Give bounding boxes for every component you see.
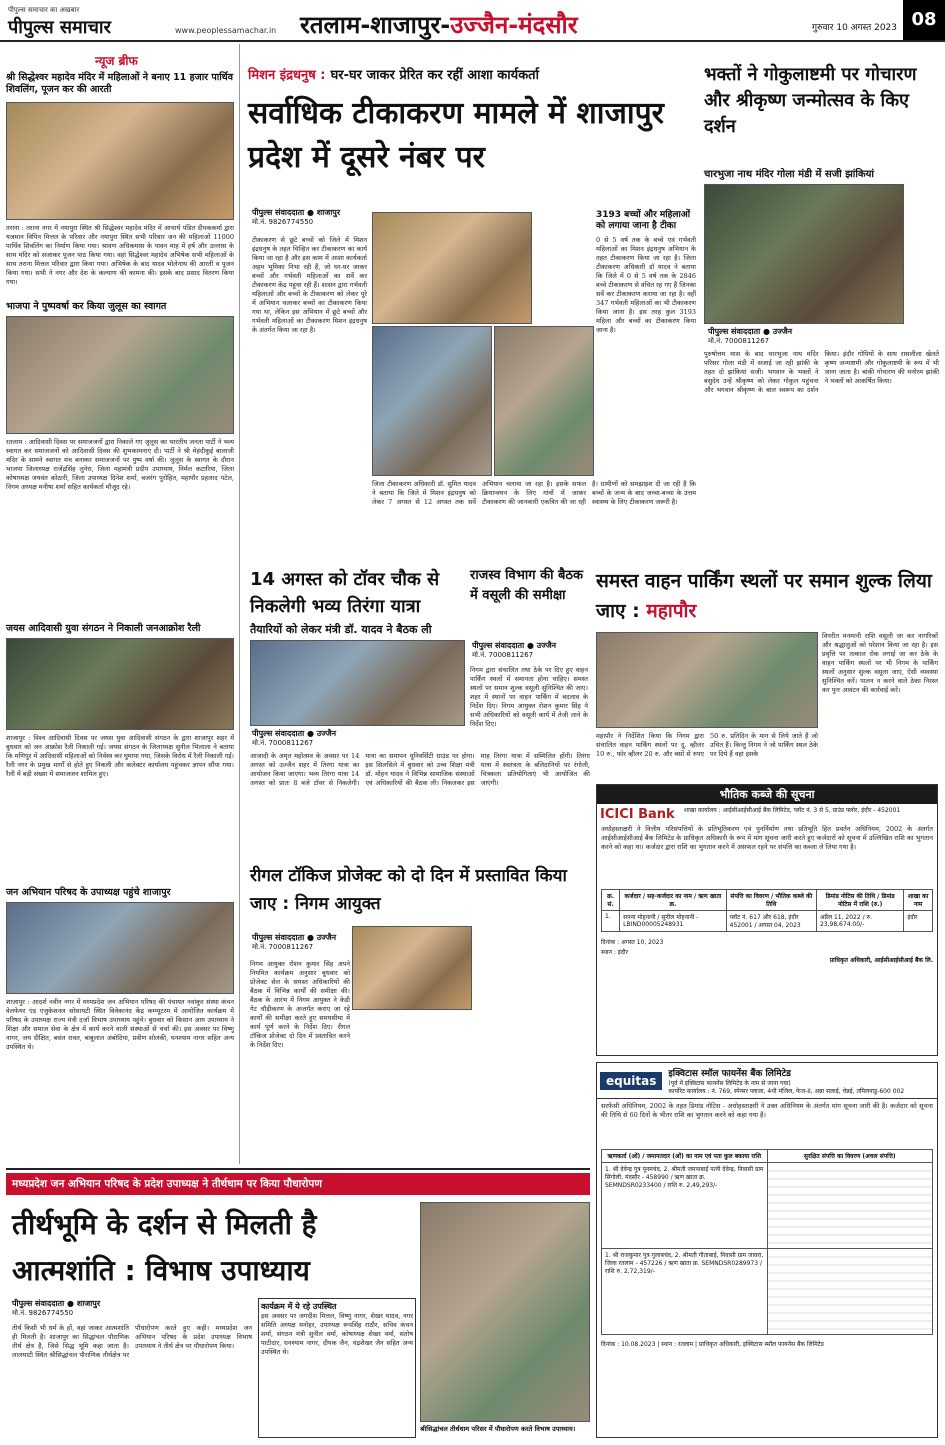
photo-vaccination-1: [372, 326, 492, 476]
icici-col-header: क्र. सं.: [602, 890, 620, 911]
rajasv-byline: पीपुल्स संवाददाता ● उज्जैन मो.नं. 7000811267: [472, 641, 557, 659]
left-column: [0, 44, 240, 1164]
bottom-byline: पीपुल्स संवाददाता ● शाजापुर मो.नं. 9826774550: [12, 1299, 101, 1317]
tiranga-byline: पीपुल्स संवाददाता ● उज्जैन मो.नं. 7000811267: [252, 729, 337, 747]
equitas-col-header: ऋणकर्ता (ओं) / जमानतदार (ओं) का नाम एवं पता कुल बकाया राशि: [602, 1150, 768, 1163]
icici-branch: शाखा कार्यालय : आईसीआईसीआई बैंक लिमिटेड, प्लॉट नं. 3 से 5, ग्राउंड फ्लोर, इंदौर - 452001: [684, 807, 901, 814]
bottom-attendees-box: [258, 1298, 416, 1438]
rajasv-byline-name: पीपुल्स संवाददाता: [472, 641, 525, 650]
lead-kicker: [248, 64, 696, 83]
bottom-byline-name: पीपुल्स संवाददाता: [12, 1299, 65, 1308]
equitas-logo: equitas: [600, 1072, 662, 1090]
attendees-body: इस अवसर पर जगदीश मित्तल, विष्णु नागर, शेखर यादव, नगर समिति अध्यक्ष मनोहर, उपाध्यक्ष रूपसिंह राठौर, सचिव कंचन शर्मा, संगठन मंत्री सुनील वर्मा, कोषाध्यक्ष शेखर वर्मा, संतोष पाटीदार, धनश्याम नागर, दीपक जैन, चंद्रशेखर जैन सहित अन्य उपस्थित थे।: [261, 1312, 413, 1356]
brief-body-4: शाजापुर : आदर्श नवीन नगर में मध्यप्रदेश जन अभियान परिषद की पंचायत नवांकुर संस्था कंचन वेलफेयर एंड एजुकेशनल सोसायटी स्थित विवेकानंद केंद्र कम्प्यूटरम में आयोजित कार्यक्रम में परिषद के उपाध्यक्ष राज्य मंत्री दर्जा विभाष उपाध्याय पहुंचे। बुधवार को किसान आय उपाध्याय ने शिक्षा और समाज सेवा के क्षेत्र में कार्य करने वाली संस्थाओं से चर्चा की। इस अवसर पर विष्णु नागर, जय दीक्षित, बसंत रावत, बाबूलाल अंबोदिया, प्रवीण सोलंकी, घनश्याम नागर सहित अन्य उपस्थित थे।: [6, 998, 234, 1051]
icici-cell: अप्रैल 11, 2022 / रु. 23,98,674.00/-: [816, 911, 903, 932]
krishna-byline-mobile: मो.नं. 7000811267: [708, 337, 770, 345]
parking-headline-black: समस्त वाहन पार्किंग स्थलों पर समान शुल्क लिया जाए :: [596, 570, 932, 622]
bottom-headline: तीर्थभूमि के दर्शन से मिलती है आत्मशांति : विभाष उपाध्याय: [12, 1208, 317, 1287]
lead-body-1: टीकाकरण से छूटे बच्चों को जिले में मिशन इंद्रधनुष के तहत चिन्हित कर टीकाकरण का कार्य किया जा रहा है और इस काम में आशा कार्यकर्ता अहम भूमिका निभा रही हैं, जो घर-घर जाकर बच्चों और गर्भवती महिलाओं का सर्वे कर टीकाकरण केंद्र पहुंचा रही हैं। शासन द्वारा गर्भवती महिलाओं और बच्चों के टीकाकरण को लेकर पूरे में अभियान चलाकर बच्चों का टीकाकरण किया गया था, लेकिन इस अभियान में छूटे बच्चों और गर्भवती महिलाओं का टीकाकरण मिशन इंद्रधनुष के अंतर्गत किया जा रहा है।: [252, 236, 367, 334]
equitas-footer: दिनांक : 10.08.2023 | स्थान : रतलाम | प्राधिकृत अधिकारी, इक्विटास स्मॉल फायनेंस बैंक लिमिटेड: [601, 1341, 824, 1348]
photo-shivling: [6, 102, 234, 220]
bottom-banner: मध्यप्रदेश जन अभियान परिषद के प्रदेश उपाध्यक्ष ने तीर्थधाम पर किया पौधारोपण: [6, 1173, 590, 1195]
icici-col-header: संपत्ति का विवरण / भौतिक कब्जे की तिथि: [726, 890, 816, 911]
brief-headline-1: श्री सिद्धेश्वर महादेव मंदिर में महिलाओं ने बनाए 11 हजार पार्थिव शिवलिंग, पूजन कर की आरती: [6, 72, 234, 95]
equitas-title: इक्विटास स्मॉल फायनेंस बैंक लिमिटेड: [668, 1069, 791, 1079]
lead-byline-mobile: मो.नं. 9826774550: [252, 218, 314, 226]
bottom-byline-mobile: मो.नं. 9826774550: [12, 1309, 74, 1317]
parking-caption: महापौर ने निर्देशित किया कि निगम द्वारा संचालित वाहन पार्किंग स्थलों पर दू. व्हीलर 10 रु., फोर व्हीलर 20 रु. और बसों से रुपए 50 रु. प्रतिदिन के मान से लिये जाते हैं जो उचित हैं। किन्तु निगम ने जो पार्किंग स्थल ठेके पर दिये हैं वहां इसके: [596, 732, 818, 758]
krishna-body: पुरुषोत्तम मास के बाद चारभुजा नाथ मंदिर परिसर गोला मंडी में सजाई जा रही झांकी के तहत दो झांकियां सजी। भगवान के भक्तों ने बसुदेव उन्हें श्रीकृष्ण को लेकर गोकुल पहुंचना और भगवान श्रीकृष्ण के बाल स्वरूप का दर्शन किया। इंदौर गोपियों के साथ रासलीला खेलते कृष्ण जन्माष्टमी और गोकुलाष्टमी के रूप में भी जाना जाता है। बांकी गोचारण की मनोरम झांकी ने भक्तों को आकर्षित किया।: [704, 350, 939, 394]
equitas-col-header: सुरक्षित संपत्ति का विवरण (अचल संपत्ति): [767, 1150, 933, 1163]
page-title: [300, 8, 578, 41]
regal-byline-name: पीपुल्स संवाददाता: [252, 933, 305, 942]
equitas-cell: 1. श्री राजकुमार पुत्र गुलाबचंद, 2. श्रीमती गीताबाई, निवासी ग्राम जावरा, जिला रतलाम - 457226 / ऋण खाता क्र. SEMNDSR0289973 / राशि रु. 2,72,319/-: [602, 1249, 768, 1335]
tiranga-byline-place: उज्जैन: [316, 729, 337, 738]
tiranga-byline-name: पीपुल्स संवाददाता: [252, 729, 305, 738]
icici-cell: 1.: [602, 911, 620, 932]
brief-headline-3: जयस आदिवासी युवा संगठन ने निकाली जनआक्रोश रैली: [6, 623, 201, 634]
tiranga-body: आजादी के अमृत महोत्सव के अवसर पर 14 अगस्त को उज्जैन शहर में तिरंगा यात्रा का आयोजन किया जाएगा। भव्य तिरंगा यात्रा 14 अगस्त को प्रातः 8 बजे टॉवर से निकलेगी। यात्रा का समापन यूनिवर्सिटी ग्राउंड पर होगा। इस सिलसिले में बुधवार को उच्च शिक्षा मंत्री डॉ. मोहन यादव ने विभिन्न सामाजिक संस्थाओं एवं अधिकारियों की बैठक ली। निकलकर इस माह तिरंगा यात्रा में सम्मिलित होंगी। तिरंगा यात्रा में स्वतंत्रता के बलिदानियों पर रंगोली, चित्रकला प्रतियोगिताएं भी आयोजित की जाएंगी।: [250, 752, 590, 787]
icici-cell: सपना मोहनानी / सुनील मोहनानी - LBIND00005248931: [620, 911, 727, 932]
page-title-black: रतलाम-शाजापुर-: [300, 11, 451, 39]
lead-body-2: जिला टीकाकरण अधिकारी डॉ. सुमित यादव ने बताया कि जिले में मिशन इंद्रधनुष को लेकर 7 अगस्त से 12 अगस्त तक सर्वे अभियान चलाया जा रहा है। इसके सफल क्रियान्वयन के लिए गांवों में जाकर टीकाकरण की जानकारी एकत्रित की जा रही है। ग्रामीणों को समझाइश दी जा रही है कि बच्चों के जन्म के बाद जच्चा-बच्चा के उत्तम स्वास्थ्य के लिए टीकाकरण जरूरी है।: [372, 480, 696, 506]
icici-notice-title: भौतिक कब्जे की सूचना: [597, 785, 937, 804]
krishna-byline-name: पीपुल्स संवाददाता: [708, 327, 761, 336]
icici-col-header: डिमांड नोटिस की तिथि / डिमांड नोटिस में राशि (रु.): [816, 890, 903, 911]
regal-byline-place: उज्जैन: [316, 933, 337, 942]
icici-body: अधोहस्ताक्षरी ने वित्तीय परिसंपत्तियों के प्रतिभूतिकरण एवं पुनर्निर्माण तथा प्रतिभूति हित प्रवर्तन अधिनियम, 2002 के अंतर्गत आईसीआईसीआई बैंक लिमिटेड के प्राधिकृत अधिकारी के रूप में मांग सूचना जारी करते हुए कर्जदारों को सूचना में उल्लिखित राशि का भुगतान करने को कहा था। कर्जदार द्वारा राशि का भुगतान करने में असफल रहने पर संपत्ति का कब्जा ले लिया गया है।: [601, 825, 933, 851]
parking-headline-red: महापौर: [646, 600, 697, 622]
page-date: गुरुवार 10 अगस्त 2023: [812, 23, 897, 33]
krishna-byline: पीपुल्स संवाददाता ● उज्जैन मो.नं. 7000811267: [708, 327, 793, 345]
page-title-red: उज्जैन-मंदसौर: [450, 11, 578, 39]
parking-headline: [596, 566, 936, 626]
photo-regal-meeting: [352, 926, 472, 1010]
rajasv-headline: राजस्व विभाग की बैठक में वसूली की समीक्षा: [470, 568, 583, 603]
photo-krishna-jhanki: [704, 184, 904, 324]
lead-byline-name: पीपुल्स संवाददाता: [252, 208, 305, 217]
photo-rally: [6, 638, 234, 730]
photo-vaccination-2: [494, 326, 594, 476]
equitas-notice: [596, 1062, 938, 1438]
equitas-cell: 1. श्री देवेन्द्र पुत्र पूनमचंद, 2. श्रीमती जमनाबाई पत्नी देवेन्द्र, निवासी ग्राम सिंगोली, मंदसौर - 458990 / ऋण खाता क्र. SEMNDSR0233400 / राशि रु. 2,49,293/-: [602, 1163, 768, 1249]
regal-headline: रीगल टॉकिज प्रोजेक्ट को दो दिन में प्रस्तावित किया जाए : निगम आयुक्त: [250, 866, 567, 914]
bottom-body: तीर्थ किसी भी धर्म के हों, वहां जाकर आत्मशांति ही मिलती है। शाजापुर का सिद्धांचल पौराणिक तीर्थ क्षेत्र है, जिसे सिद्ध भूमि कहा जाता है। लालघाटी स्थित श्रीसिद्धांचल पौराणिक तीर्थक्षेत्र पर पौधारोपण करते हुए कही। मध्यप्रदेश जन अभियान परिषद के प्रदेश उपाध्यक्ष विभाष उपाध्याय ने तीर्थ क्षेत्र पर पौधारोपण किया।: [12, 1324, 252, 1359]
page-number: 08: [903, 0, 945, 40]
lead-sidebar-box: [596, 210, 696, 476]
bottom-story: [6, 1168, 590, 1195]
parking-body: विपरीत मनमानी राशि वसूली जा कर नागरिकों और श्रद्धालुओं को परेशान किया जा रहा है। इस प्रवृत्ति पर तत्काल रोक लगाई जा कर ठेके के वाहन पार्किंग स्थलों पर भी निगम के पार्किंग स्थलों अनुसार शुल्क वसूला जाए, ऐसी व्यवस्था सुनिश्चित करें। पालन न करने वाले ठेका निरस्त कर पुनः आवंटन की कार्रवाई करें।: [822, 632, 938, 694]
brief-body-2: रतलाम : आदिवासी दिवस पर समाजजनों द्वारा निकाले गए जुलूस का भारतीय जनता पार्टी ने भव्य स्वागत कर समाजजनों को आदिवासी दिवस की शुभकामनाएं दी। पार्टी ने श्री मेहंदीकुई बालाजी मंदिर के सामने स्वागत मंच बनाकर समाजजनों पर पुष्प वर्षा की। जुलूस के स्वागत के दौरान भाजपा जिलाध्यक्ष राजेंद्रसिंह लुनेरा, जिला महामंत्री प्रदीप उपाध्याय, निर्मल कटारिया, जिला कोषाध्यक्ष जयवंत कोठारी, जिला उपाध्यक्ष दिनेश शर्मा, बजरंग पुरोहित, महापौर प्रहलाद पटेल, निगम अध्यक्ष मनीषा शर्मा सहित कार्यकर्ता मौजूद रहे।: [6, 438, 234, 491]
equitas-table: [601, 1149, 933, 1335]
brand-logo: [8, 6, 111, 39]
site-url[interactable]: www.peoplessamachar.in: [175, 26, 277, 35]
krishna-subhead: चारभुजा नाथ मंदिर गोला मंडी में सजी झांकियां: [704, 169, 875, 180]
tiranga-subhead: तैयारियों को लेकर मंत्री डॉ. यादव ने बैठक ली: [250, 623, 432, 636]
regal-byline: पीपुल्स संवाददाता ● उज्जैन मो.नं. 7000811267: [252, 933, 337, 951]
tiranga-byline-mobile: मो.नं. 7000811267: [252, 739, 314, 747]
icici-signature: प्राधिकृत अधिकारी, आईसीआईसीआई बैंक लि.: [829, 957, 933, 964]
brief-headline-2: भाजपा ने पुष्पवर्षा कर किया जुलूस का स्वागत: [6, 301, 167, 312]
plantation-caption: श्रीसिद्धांचल तीर्थधाम परिसर में पौधारोपण करते विभाष उपाध्याय।: [420, 1425, 576, 1433]
photo-tiranga-meeting: [250, 640, 465, 726]
attendees-headline: कार्यक्रम में ये रहे उपस्थित: [261, 1302, 337, 1311]
icici-cell: इंदौर: [904, 911, 933, 932]
icici-place: स्थान : इंदौर: [601, 949, 628, 956]
equitas-subtitle: (पूर्व में इक्विटास फायनेंस लिमिटेड के नाम से जाना गया): [668, 1080, 791, 1087]
lead-kicker-black: घर-घर जाकर प्रेरित कर रहीं आशा कार्यकर्ता: [330, 68, 539, 83]
equitas-property-2: [767, 1249, 933, 1335]
equitas-address: कार्पोरेट कार्यालय : नं. 769, स्पेन्सर प्लाजा, 4थी मंजिल, फेज-II, अन्ना सलाई, चेन्नई, तमिलनाडु-600 002: [668, 1088, 905, 1095]
lead-box-headline: 3193 बच्चों और महिलाओं को लगाया जाना है टीका: [596, 210, 691, 231]
photo-procession: [6, 316, 234, 434]
brief-body-1: तराना : तराना नगर में नयापुरा स्थित श्री सिद्धेश्वर महादेव मंदिर में आचार्य पंडित दीपककर्मा द्वारा यजमान विपिन मित्तल के परिवार और नयापुरा स्थित सभी परिवार जन की महिलाओं 11000 पार्थिव शिवलिंग का निर्माण किया गया। श्रावण अधिकमास के पावन माह में हर्ष और उल्लास के साथ मंदिर को सजाकर पूजन पाठ किया गया। वहां सिद्धेश्वर महादेव अभिषेक सभी महिलाओं के साथ तराना मित्तल परिवार द्वारा किया गया। अभिषेक के बाद यादव भोलेनाथ की आरती व पूजन किया गया। सभी ने नगर और देश के कल्याण की कामना की। इसके बाद प्रसाद वितरण किया गया।: [6, 224, 234, 286]
photo-asha-worker: [372, 212, 532, 324]
icici-logo: ICICI Bank: [600, 807, 675, 822]
icici-table: [601, 889, 933, 932]
icici-cell: प्लॉट नं. 617 और 618, इंदौर 452001 / अगस्त 04, 2023: [726, 911, 816, 932]
krishna-headline: भक्तों ने गोकुलाष्टमी पर गोचारण और श्रीकृष्ण जन्मोत्सव के किए दर्शन: [704, 64, 917, 137]
photo-plantation: [420, 1202, 590, 1422]
brief-body-3: शाजापुर : विश्व आदिवासी दिवस पर जयस युवा आदिवासी संगठन के द्वारा शाजापुर शहर में बुधवार को जन आक्रोश रैली निकाली गई। जयस संगठन के जिलाध्यक्ष सुनील भिलाला ने बताया कि मणिपुर में आदिवासी महिलाओं को निर्वस्त्र कर घुमाया गया, जिसके विरोध में रैली निकाली गई। रैली नगर के प्रमुख मार्गों से होते हुए निकली और कलेक्टर कार्यालय पहुंचकर ज्ञापन सौंपा गया। रैली में बड़ी संख्या में समाजजन शामिल हुए।: [6, 734, 234, 778]
equitas-property-1: [767, 1163, 933, 1249]
icici-col-header: शाखा का नाम: [904, 890, 933, 911]
photo-parking-meeting: [596, 632, 818, 728]
photo-parishad: [6, 902, 234, 994]
krishna-byline-place: उज्जैन: [772, 327, 793, 336]
lead-byline-place: शाजापुर: [316, 208, 341, 217]
icici-date: दिनांक : अगस्त 10, 2023: [601, 939, 664, 946]
masthead: [0, 0, 945, 42]
tiranga-headline: 14 अगस्त को टॉवर चौक से निकलेगी भव्य तिरंगा यात्रा: [250, 569, 440, 617]
lead-byline: पीपुल्स संवाददाता ● शाजापुर मो.नं. 9826774550: [252, 208, 341, 226]
icici-notice: [596, 784, 938, 1056]
regal-byline-mobile: मो.नं. 7000811267: [252, 943, 314, 951]
brand-tagline: पीपुल्स समाचार का अखबार: [8, 6, 80, 14]
icici-col-header: कर्जदार / सह-कर्जदार का नाम / ऋण खाता क्र.: [620, 890, 727, 911]
bottom-byline-place: शाजापुर: [76, 1299, 101, 1308]
rajasv-body: निगम द्वारा संचालित तथा ठेके पर दिए हुए वाहन पार्किंग स्थलों में समानता होना चाहिए। समस्त स्थलों पर समान शुल्क वसूली सुनिश्चित की जाए। शहर में स्थानों पर वाहन पार्किंग में बदलाव के निर्देश दिए। निगम आयुक्त रोशन कुमार सिंह ने सभी अधिकारियों को वसूली कार्य में तेजी लाने के निर्देश दिए।: [470, 666, 588, 728]
lead-kicker-red: मिशन इंद्रधनुष :: [248, 68, 326, 83]
section-label: न्यूज ब्रीफ: [95, 54, 138, 68]
regal-body: निगम आयुक्त रोशन कुमार सिंह अपने नियमित कार्यक्रम अनुसार बुधवार को प्रोजेक्ट सेल के समस्त अधिकारियों की बैठक में विभिन्न कार्यों की समीक्षा की। बैठक के आरंभ में निगम आयुक्त ने केडी गेट चौड़ीकरण के अन्तर्गत कराए जा रहे कार्यों की समीक्षा करते हुए समयसीमा में कार्य पूर्ण करने के निर्देश दिए। रीगल टॉकिज प्रोजेक्ट दो दिन में प्रस्तावित करने के निर्देश दिए।: [250, 960, 350, 1049]
brand-name: पीपुल्स समाचार: [8, 17, 111, 38]
brief-headline-4: जन अभियान परिषद के उपाध्यक्ष पहुंचे शाजापुर: [6, 887, 171, 898]
equitas-body: सरफेसी अधिनियम, 2002 के तहत डिमांड नोटिस - अधोहस्ताक्षरी ने उक्त अधिनियम के अंतर्गत मांग सूचना जारी की है। कर्जदार को सूचना की तिथि से 60 दिनों के भीतर राशि का भुगतान करने को कहा गया है।: [601, 1102, 933, 1119]
lead-headline: सर्वाधिक टीकाकरण मामले में शाजापुर प्रदेश में दूसरे नंबर पर: [248, 96, 664, 175]
rajasv-byline-place: उज्जैन: [536, 641, 557, 650]
lead-box-body: 0 से 5 वर्ष तक के बच्चे एवं गर्भवती महिलाओं का मिशन इंद्रधनुष अभियान के तहत टीकाकरण किया जा रहा है। जिला टीकाकरण अधिकारी डॉ यादव ने बताया कि जिले में 0 से 5 वर्ष तक के 2846 बच्चे टीकाकरण से वंचित रह गए हैं जिनका सर्वे कर टीकाकरण कराया जा रहा है। वहीं 347 गर्भवती महिलाओं का भी टीकाकरण किया जाना है। इस तरह कुल 3193 महिला और बच्चों का टीकाकरण किया जाना है।: [596, 236, 696, 334]
rajasv-byline-mobile: मो.नं. 7000811267: [472, 651, 534, 659]
